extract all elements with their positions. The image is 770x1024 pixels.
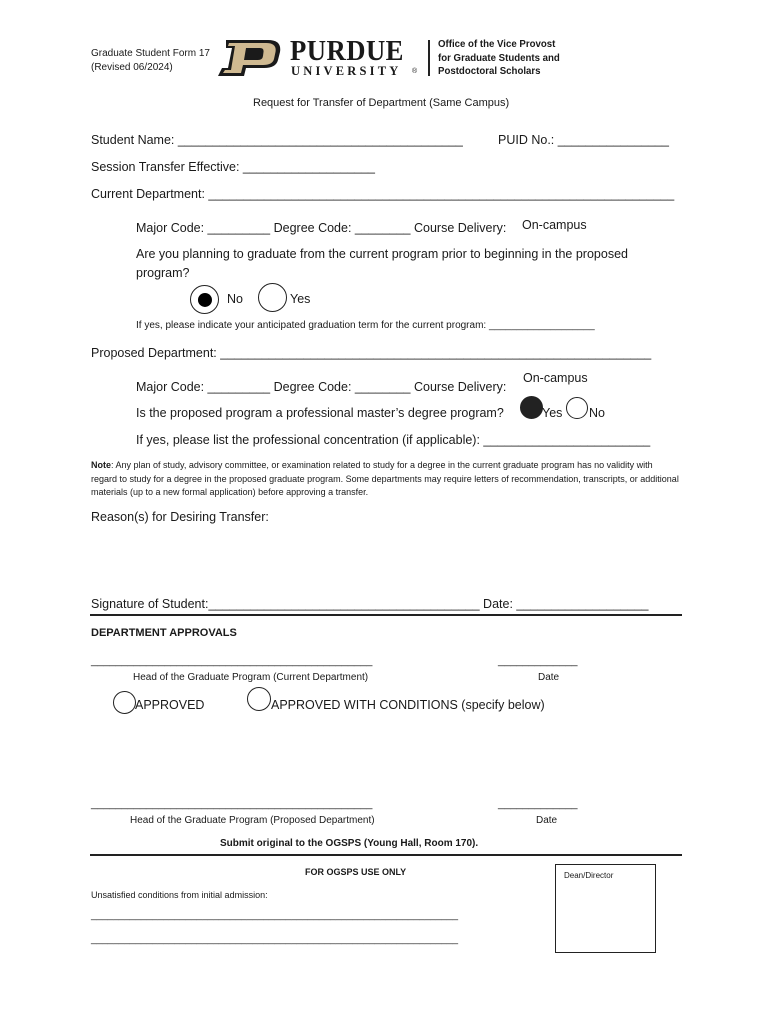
submit-instructions: Submit original to the OGSPS (Young Hall, Room 170).	[220, 838, 479, 849]
current-course-delivery-value[interactable]: On-campus	[522, 218, 587, 232]
proposed-department-field[interactable]: Proposed Department: ______________________________________________________________	[91, 346, 652, 360]
approved-label: APPROVED	[135, 698, 205, 712]
form-revised: (Revised 06/2024)	[91, 62, 173, 73]
form-title: Request for Transfer of Department (Same Campus)	[253, 97, 510, 109]
reasons-label: Reason(s) for Desiring Transfer:	[91, 510, 269, 524]
logo-purdue-text: PURDUE	[290, 35, 404, 67]
office-name	[438, 38, 560, 79]
professional-concentration-field[interactable]: If yes, please list the professional concentration (if applicable): ________________________	[136, 433, 651, 447]
form-number: Graduate Student Form 17	[91, 48, 210, 59]
puid-field[interactable]: PUID No.: ________________	[498, 133, 669, 147]
current-major-degree-fields[interactable]: Major Code: _________ Degree Code: ________ Course Delivery:	[136, 221, 507, 235]
current-head-date-line[interactable]: _____________	[498, 655, 578, 667]
student-name-field[interactable]: Student Name: _________________________________________	[91, 133, 463, 147]
graduate-no-radio[interactable]	[190, 285, 219, 314]
conditions-input-area[interactable]	[91, 718, 681, 796]
professional-no-radio[interactable]	[566, 397, 588, 419]
unsatisfied-conditions-label: Unsatisfied conditions from initial admission:	[91, 890, 268, 900]
graduate-no-label: No	[227, 292, 243, 306]
ogsps-use-only-heading: FOR OGSPS USE ONLY	[305, 867, 407, 877]
section-divider-2	[90, 854, 682, 856]
professional-masters-question: Is the proposed program a professional master’s degree program?	[136, 406, 504, 420]
current-department-field[interactable]: Current Department: ___________________________________________________________________	[91, 187, 675, 201]
professional-no-label: No	[589, 406, 605, 420]
proposed-course-delivery-value[interactable]: On-campus	[523, 371, 588, 385]
dean-director-label: Dean/Director	[564, 871, 614, 880]
proposed-major-degree-fields[interactable]: Major Code: _________ Degree Code: ________ Course Delivery:	[136, 380, 507, 394]
section-divider-1	[90, 614, 682, 616]
graduate-question-line-1: Are you planning to graduate from the current program prior to beginning in the proposed	[136, 247, 628, 261]
proposed-date-label: Date	[536, 815, 558, 826]
professional-yes-label: Yes	[542, 406, 563, 420]
logo-university-text: UNIVERSITY	[291, 64, 402, 78]
office-line-1: Office of the Vice Provost	[438, 38, 556, 50]
proposed-head-date-line[interactable]: _____________	[498, 798, 578, 810]
department-approvals-heading: DEPARTMENT APPROVALS	[91, 627, 237, 639]
transfer-note	[91, 459, 681, 500]
student-signature-field[interactable]: Signature of Student:_______________________________________ Date: ___________________	[91, 597, 649, 611]
approved-with-conditions-radio[interactable]	[247, 687, 271, 711]
unsatisfied-conditions-line-2[interactable]: __________________________________________________________________	[91, 934, 459, 945]
note-text: : Any plan of study, advisory committee, or examination related to study for a degree in the current graduate program has no validity with regard to study for a degree in the proposed graduate program. Some departments may require letters of recommendation, transcripts, or additional materials (up to a new formal application) before approving a transfer.	[91, 460, 679, 497]
approved-with-conditions-label: APPROVED WITH CONDITIONS (specify below)	[271, 698, 545, 712]
current-head-label: Head of the Graduate Program (Current Department)	[133, 672, 369, 683]
approved-radio[interactable]	[113, 691, 136, 714]
current-date-label: Date	[538, 672, 560, 683]
dean-director-box[interactable]	[555, 864, 656, 953]
proposed-head-signature-line[interactable]: ______________________________________________	[91, 798, 373, 810]
reasons-input-area[interactable]	[91, 528, 681, 594]
graduate-yes-label: Yes	[290, 292, 311, 306]
office-line-3: Postdoctoral Scholars	[438, 65, 541, 77]
purdue-p-mark-icon	[216, 38, 284, 78]
graduate-yes-radio[interactable]	[258, 283, 287, 312]
graduate-question-line-2: program?	[136, 266, 190, 280]
logo-divider	[428, 40, 430, 76]
current-head-signature-line[interactable]: ______________________________________________	[91, 655, 373, 667]
logo-registered-mark: ®	[412, 68, 418, 75]
graduation-term-field[interactable]: If yes, please indicate your anticipated graduation term for the current program: ___________________	[136, 320, 595, 331]
office-line-2: for Graduate Students and	[438, 51, 560, 64]
note-label: Note	[91, 460, 111, 470]
proposed-head-label: Head of the Graduate Program (Proposed Department)	[130, 815, 375, 826]
session-transfer-field[interactable]: Session Transfer Effective: ___________________	[91, 160, 376, 174]
unsatisfied-conditions-line-1[interactable]: __________________________________________________________________	[91, 910, 459, 921]
professional-yes-radio[interactable]	[520, 396, 543, 419]
